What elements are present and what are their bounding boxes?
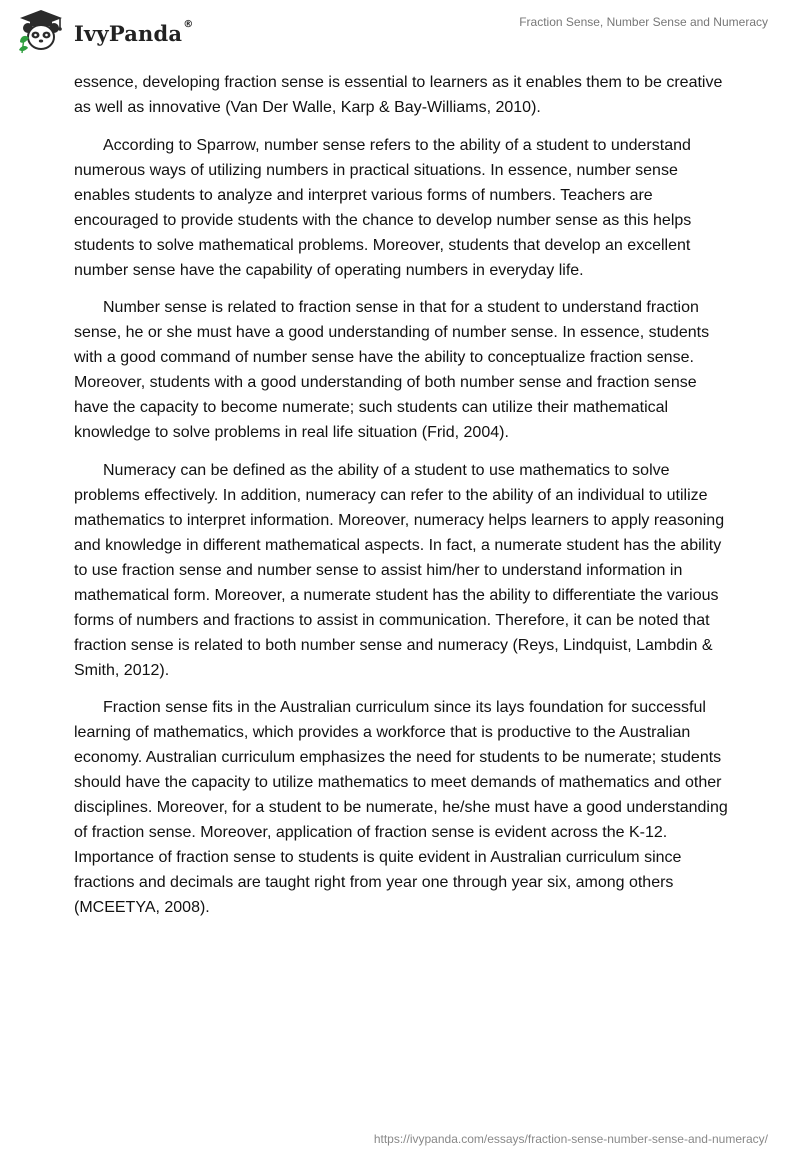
paragraph: Fraction sense fits in the Australian curriculum since its lays foundation for successful learning of mathematics, which provides a workforce that is productive to the Australian economy. Australian curriculum emphasizes the need for students to be numerate; students should have the capacity to utilize mathematics to meet demands of mathematics and other disciplines. Moreover, for a student to be numerate, he/she must have a good understanding of fraction sense. Moreover, application of fraction sense is evident across the K-12. Importance of fraction sense to students is quite evident in Australian curriculum since fractions and decimals are taught right from year one through year six, among others (MCEETYA, 2008). bbox=[74, 699, 728, 916]
page-header bbox=[0, 0, 800, 70]
paragraph: Numeracy can be defined as the ability of a student to use mathematics to solve problems effectively. In addition, numeracy can refer to the ability of an individual to utilize mathematics to interpret information. Moreover, numeracy helps learners to apply reasoning and knowledge in different mathematical aspects. In fact, a numerate student has the ability to use fraction sense and number sense to assist him/her to understand information in mathematical form. Moreover, a numerate student has the ability to differentiate the various forms of numbers and fractions to assist in communication. Therefore, it can be noted that fraction sense is related to both number sense and numeracy (Reys, Lindquist, Lambdin & Smith, 2012). bbox=[74, 461, 725, 679]
panda-graduate-logo-icon bbox=[16, 8, 66, 54]
brand-name: IvyPanda® bbox=[74, 18, 194, 46]
paragraph-continued: essence, developing fraction sense is essential to learners as it enables them to be creative as well as innovative (Van Der Walle, Karp & Bay-Williams, 2010). bbox=[74, 74, 723, 116]
essay-body bbox=[74, 70, 734, 933]
source-url[interactable]: https://ivypanda.com/essays/fraction-sense-number-sense-and-numeracy/ bbox=[373, 1132, 768, 1146]
ivypanda-logo[interactable] bbox=[16, 8, 193, 54]
document-title: Fraction Sense, Number Sense and Numeracy bbox=[519, 15, 768, 29]
registered-mark: ® bbox=[183, 18, 194, 30]
paragraph: Number sense is related to fraction sense in that for a student to understand fraction sense, he or she must have a good understanding of number sense. In essence, students with a good command of number sense have the ability to conceptualize fraction sense. Moreover, students with a good understanding of both number sense and fraction sense have the capacity to become numerate; such students can utilize their mathematical knowledge to solve problems in real life situation (Frid, 2004). bbox=[74, 299, 710, 441]
paragraph: According to Sparrow, number sense refers to the ability of a student to understand numerous ways of utilizing numbers in practical situations. In essence, number sense enables students to analyze and interpret various forms of numbers. Teachers are encouraged to provide students with the chance to develop number sense as this helps students to solve mathematical problems. Moreover, students that develop an excellent number sense have the capability of operating numbers in everyday life. bbox=[74, 136, 692, 279]
